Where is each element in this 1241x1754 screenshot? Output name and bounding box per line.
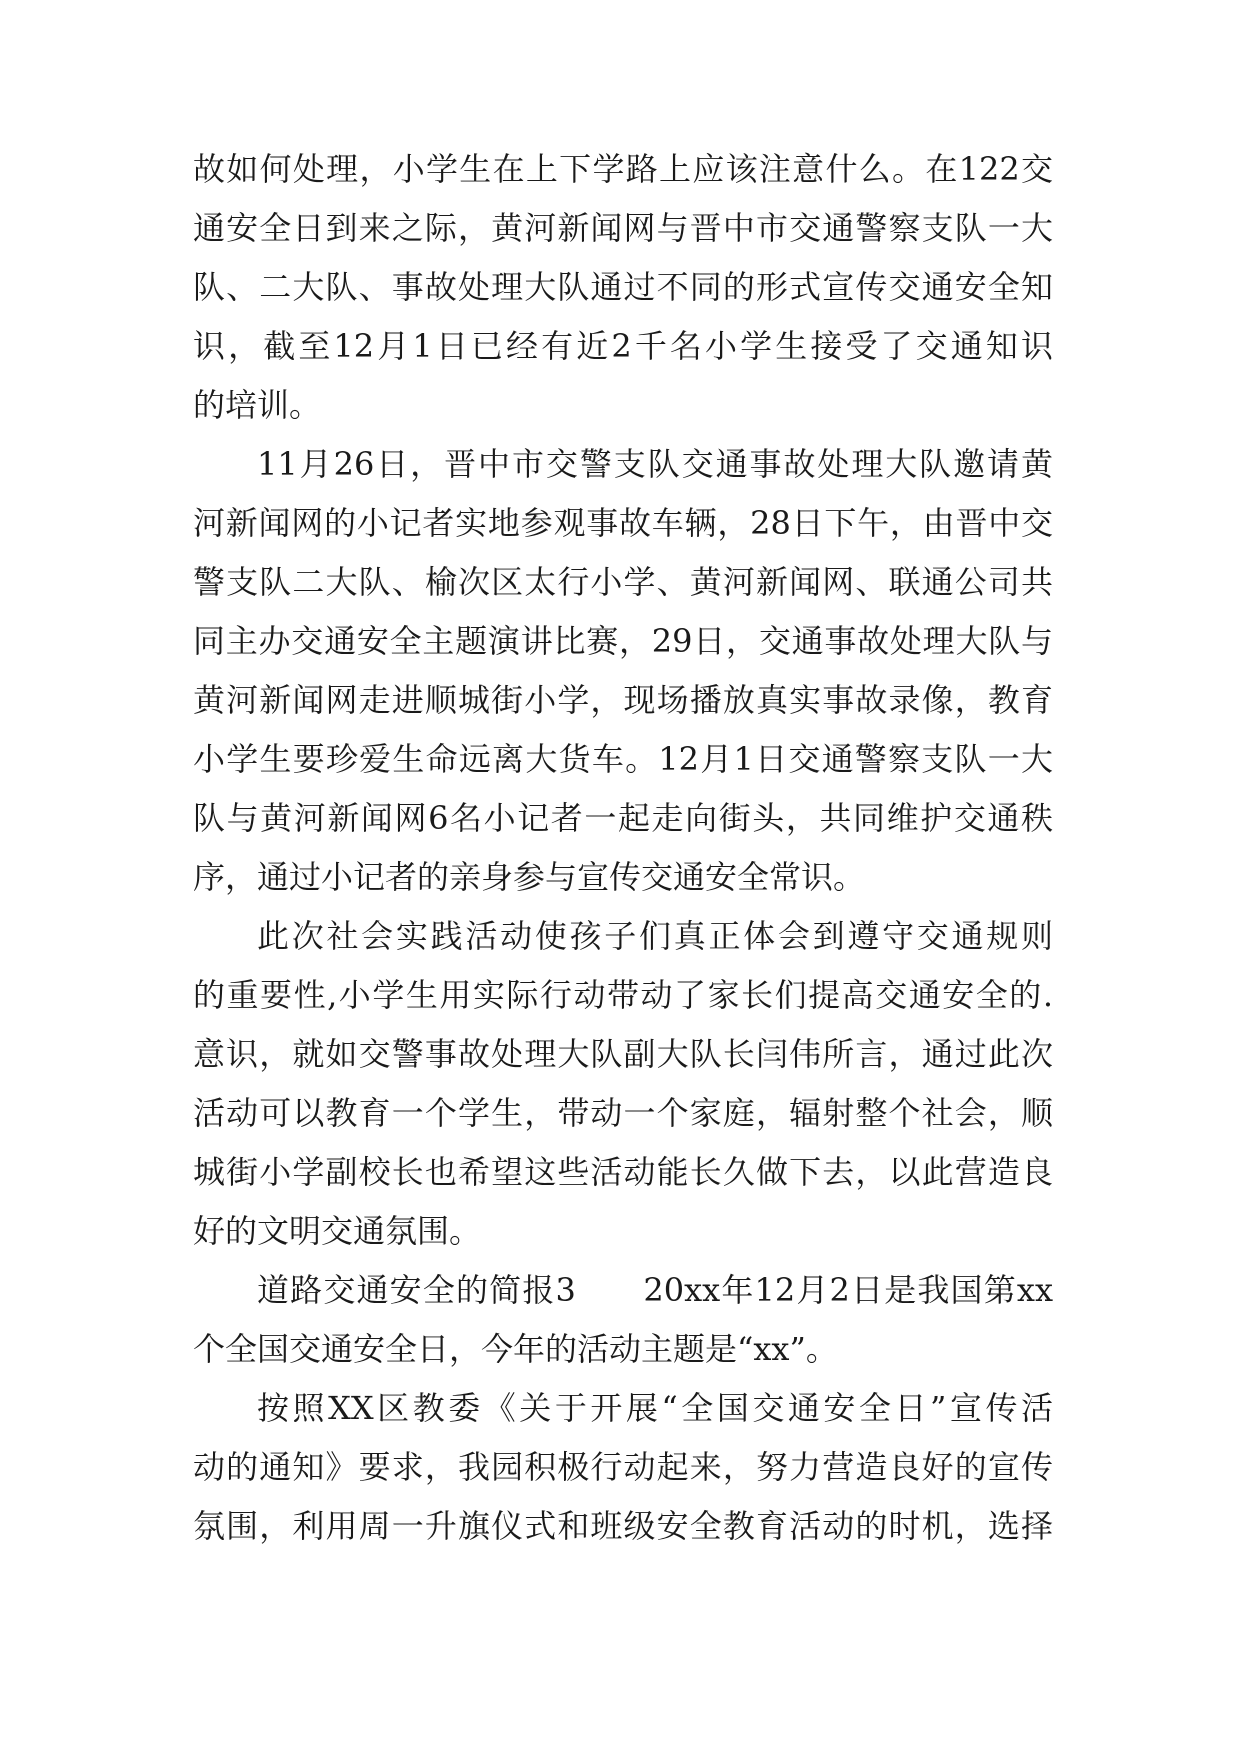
- paragraph-2: [193, 435, 1053, 907]
- text-line: 动的通知》要求，我园积极行动起来，努力营造良好的宣传: [193, 1448, 1053, 1486]
- text-line: 城街小学副校长也希望这些活动能长久做下去，以此营造良: [193, 1153, 1053, 1191]
- text-line: 的培训。: [193, 386, 322, 424]
- text-line: 警支队二大队、榆次区太行小学、黄河新闻网、联通公司共: [193, 563, 1053, 601]
- text-line: 按照XX区教委《关于开展“全国交通安全日”宣传活: [257, 1389, 1053, 1427]
- text-line: 小学生要珍爱生命远离大货车。12月1日交通警察支队一大: [193, 740, 1053, 778]
- paragraph-1: [193, 140, 1053, 435]
- text-line: 故如何处理，小学生在上下学路上应该注意什么。在122交: [193, 150, 1053, 188]
- text-line: 活动可以教育一个学生，带动一个家庭，辐射整个社会，顺: [193, 1094, 1053, 1132]
- text-line: 黄河新闻网走进顺城街小学，现场播放真实事故录像，教育: [193, 681, 1053, 719]
- text-line: 11月26日，晋中市交警支队交通事故处理大队邀请黄: [257, 445, 1053, 483]
- text-line: 意识，就如交警事故处理大队副大队长闫伟所言，通过此次: [193, 1035, 1053, 1073]
- text-line: 队、二大队、事故处理大队通过不同的形式宣传交通安全知: [193, 268, 1053, 306]
- text-line: 通安全日到来之际，黄河新闻网与晋中市交通警察支队一大: [193, 209, 1053, 247]
- text-line: 队与黄河新闻网6名小记者一起走向街头，共同维护交通秩: [193, 799, 1053, 837]
- text-line: 好的文明交通氛围。: [193, 1212, 482, 1250]
- paragraph-5: [193, 1379, 1053, 1556]
- text-line: 识，截至12月1日已经有近2千名小学生接受了交通知识: [193, 327, 1053, 365]
- text-line: 河新闻网的小记者实地参观事故车辆，28日下午，由晋中交: [193, 504, 1053, 542]
- text-line: 同主办交通安全主题演讲比赛，29日，交通事故处理大队与: [193, 622, 1053, 660]
- text-line: 的重要性,小学生用实际行动带动了家长们提高交通安全的.: [193, 976, 1053, 1014]
- text-line: 道路交通安全的简报3 20xx年12月2日是我国第xx: [257, 1271, 1053, 1309]
- text-line: 个全国交通安全日，今年的活动主题是“xx”。: [193, 1330, 838, 1368]
- text-line: 此次社会实践活动使孩子们真正体会到遵守交通规则: [257, 917, 1053, 955]
- text-line: 序，通过小记者的亲身参与宣传交通安全常识。: [193, 858, 866, 896]
- paragraph-4: [193, 1261, 1053, 1379]
- document-page: [193, 140, 1053, 1556]
- paragraph-3: [193, 907, 1053, 1261]
- text-line: 氛围，利用周一升旗仪式和班级安全教育活动的时机，选择: [193, 1507, 1053, 1545]
